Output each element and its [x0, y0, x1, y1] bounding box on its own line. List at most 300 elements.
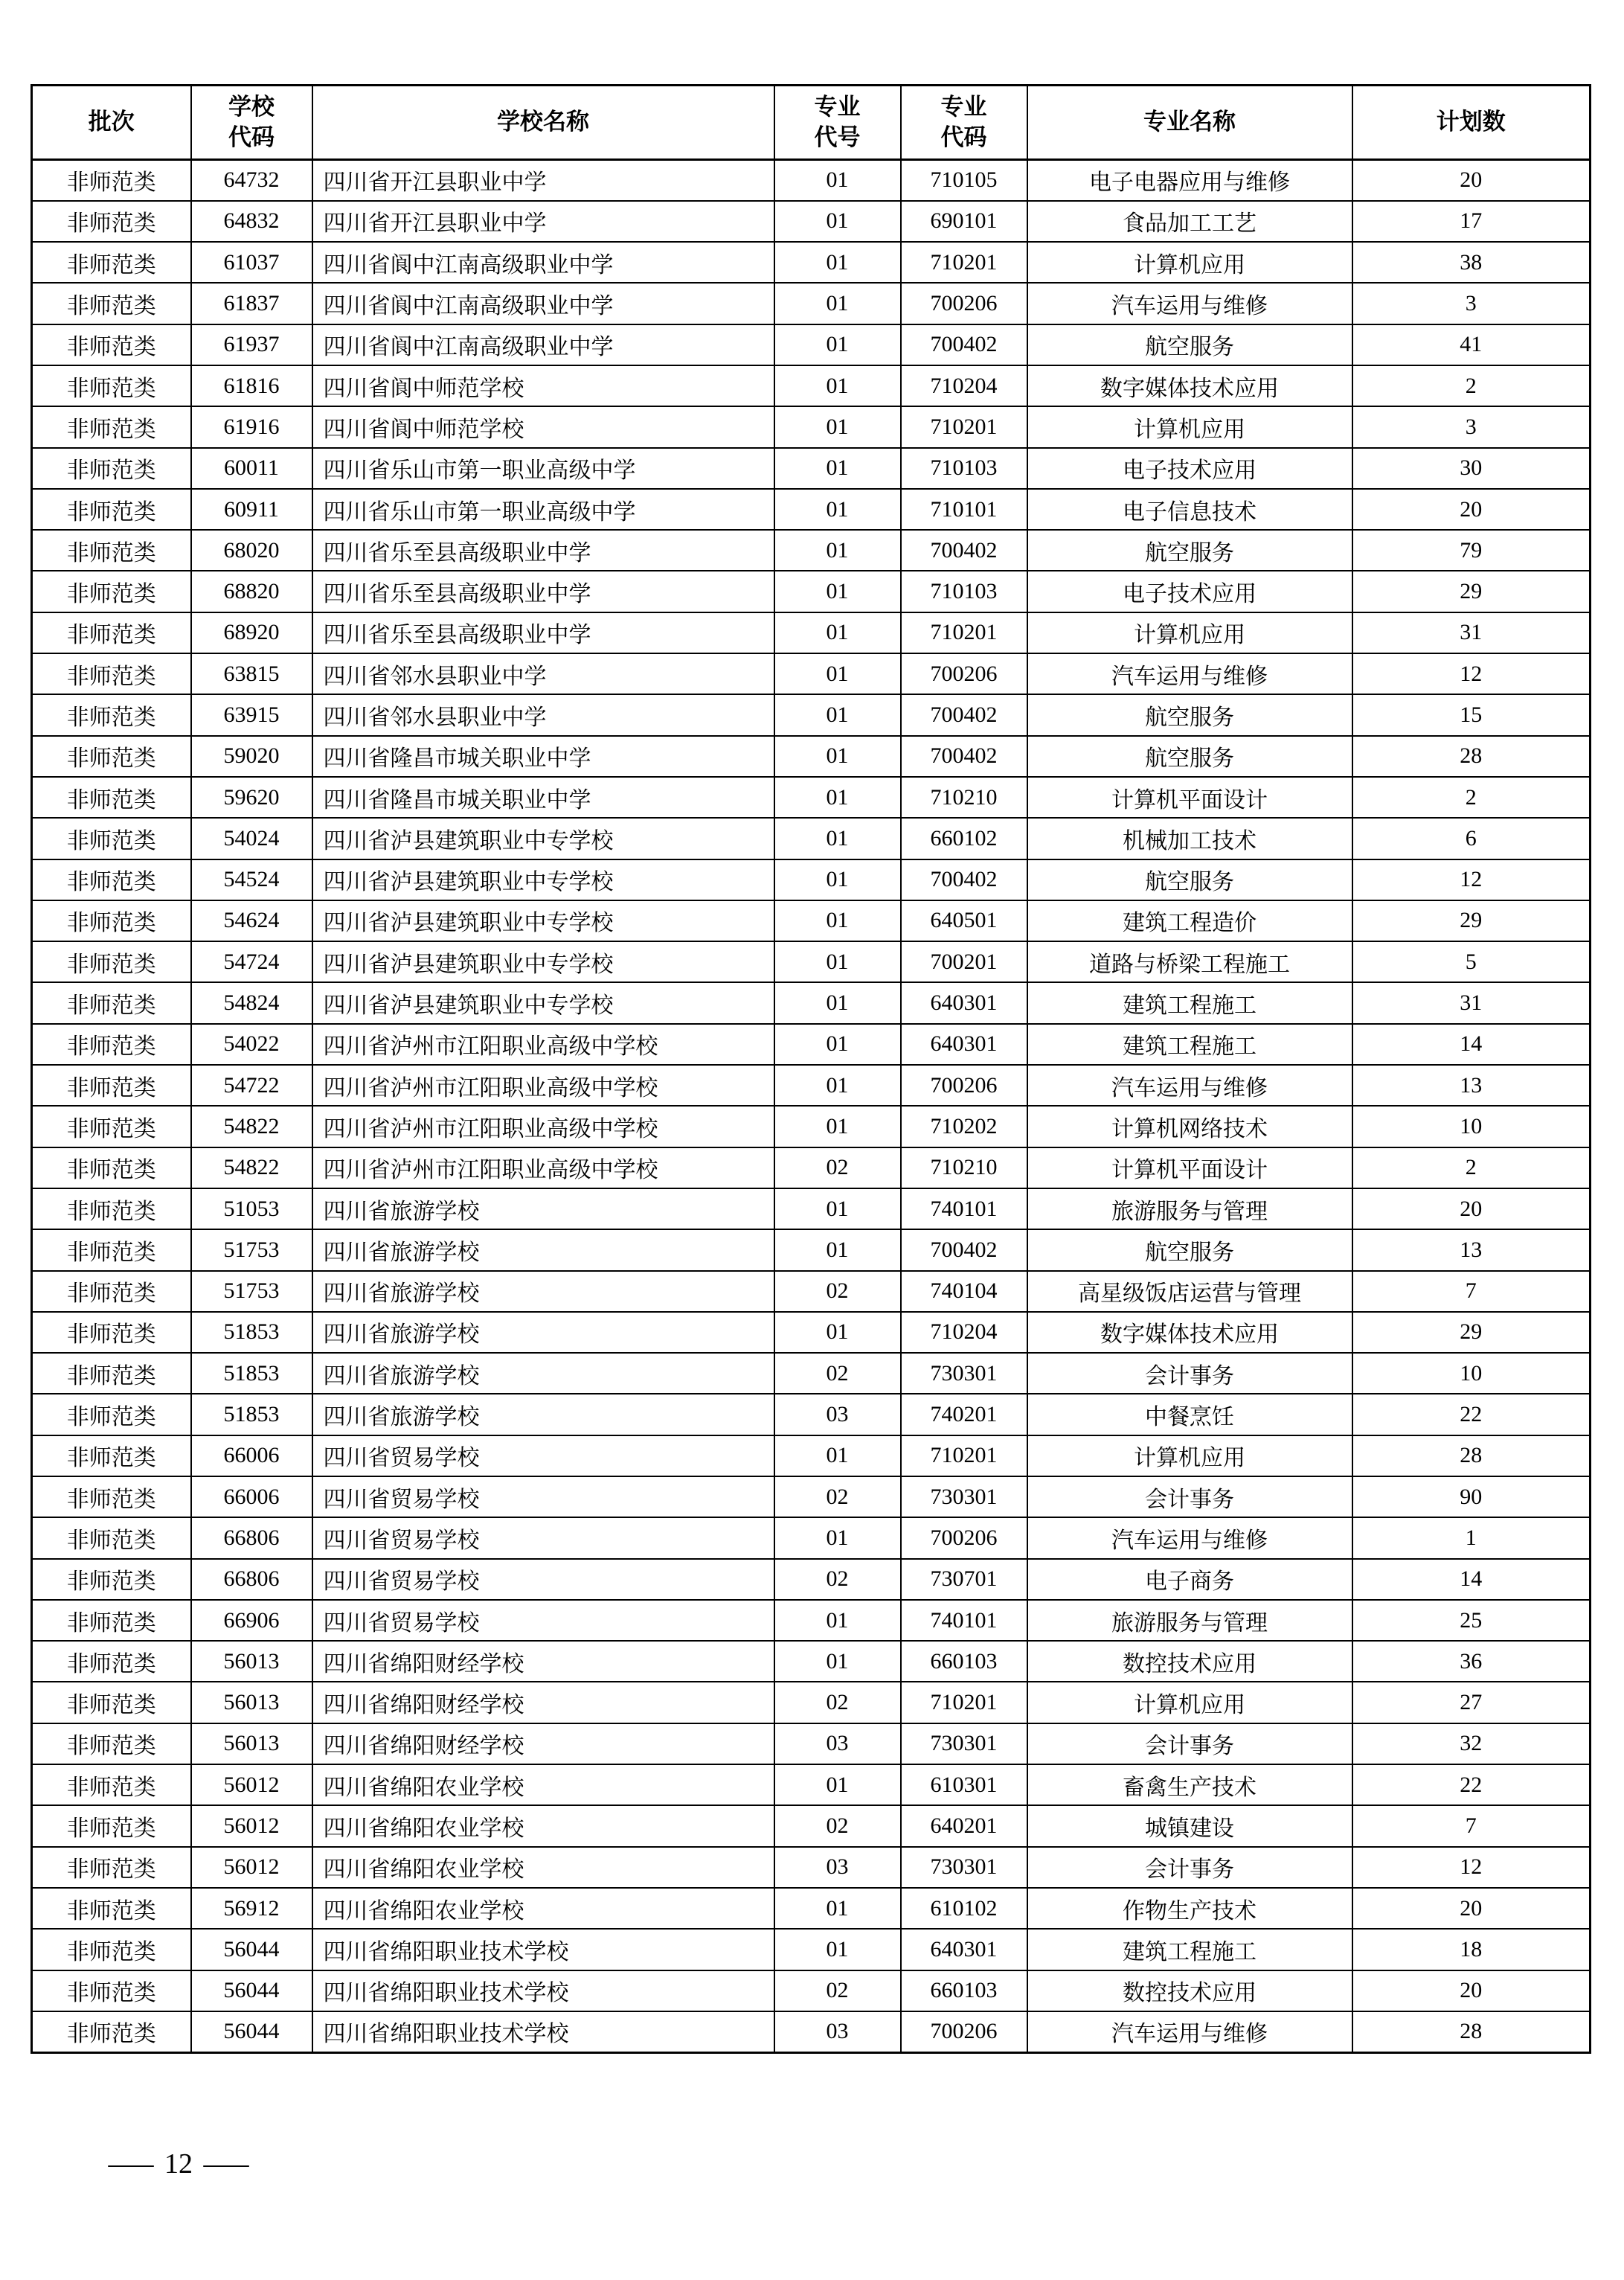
- batch-cell: 非师范类: [32, 1805, 191, 1846]
- major-name-cell: 汽车运用与维修: [1027, 1517, 1352, 1558]
- major-code-cell: 710201: [901, 406, 1027, 447]
- major-code-cell: 700402: [901, 530, 1027, 571]
- school-code-cell: 51853: [191, 1394, 312, 1435]
- major-name-cell: 电子技术应用: [1027, 448, 1352, 489]
- major-name-cell: 电子技术应用: [1027, 571, 1352, 612]
- batch-cell: 非师范类: [32, 1147, 191, 1188]
- major-name-cell: 汽车运用与维修: [1027, 283, 1352, 324]
- plan-count-cell: 20: [1352, 1888, 1591, 1929]
- major-code-cell: 740201: [901, 1394, 1027, 1435]
- school-name-cell: 四川省泸县建筑职业中专学校: [312, 941, 774, 982]
- school-code-cell: 68820: [191, 571, 312, 612]
- table-row: [32, 1353, 1591, 1394]
- major-code-cell: 710103: [901, 448, 1027, 489]
- column-header-major-code: [901, 86, 1027, 160]
- table-row: [32, 1682, 1591, 1723]
- major-name-cell: 作物生产技术: [1027, 1888, 1352, 1929]
- batch-cell: 非师范类: [32, 283, 191, 324]
- batch-cell: 非师范类: [32, 1229, 191, 1270]
- table-header: [32, 86, 1591, 160]
- school-name-cell: 四川省乐至县高级职业中学: [312, 612, 774, 653]
- major-number-cell: 01: [774, 777, 901, 818]
- header-label: 专业: [814, 94, 861, 121]
- school-code-cell: 66006: [191, 1476, 312, 1517]
- major-name-cell: 数控技术应用: [1027, 1641, 1352, 1682]
- plan-count-cell: 22: [1352, 1394, 1591, 1435]
- major-code-cell: 710201: [901, 242, 1027, 283]
- major-number-cell: 01: [774, 1106, 901, 1147]
- table-row: [32, 160, 1591, 201]
- table-row: [32, 1394, 1591, 1435]
- major-code-cell: 700402: [901, 1229, 1027, 1270]
- major-code-cell: 710201: [901, 612, 1027, 653]
- school-code-cell: 51853: [191, 1353, 312, 1394]
- school-name-cell: 四川省绵阳农业学校: [312, 1805, 774, 1846]
- major-code-cell: 740104: [901, 1271, 1027, 1312]
- plan-count-cell: 13: [1352, 1065, 1591, 1106]
- school-name-cell: 四川省贸易学校: [312, 1559, 774, 1600]
- plan-count-cell: 15: [1352, 694, 1591, 735]
- footer-right-dash: —: [203, 2148, 249, 2180]
- table-row: [32, 1888, 1591, 1929]
- plan-count-cell: 10: [1352, 1106, 1591, 1147]
- major-number-cell: 01: [774, 530, 901, 571]
- plan-count-cell: 32: [1352, 1723, 1591, 1764]
- table-row: [32, 1229, 1591, 1270]
- major-name-cell: 汽车运用与维修: [1027, 1065, 1352, 1106]
- plan-count-cell: 3: [1352, 406, 1591, 447]
- table-row: [32, 1641, 1591, 1682]
- major-code-cell: 710105: [901, 160, 1027, 201]
- major-name-cell: 建筑工程施工: [1027, 1024, 1352, 1065]
- batch-cell: 非师范类: [32, 1559, 191, 1600]
- major-number-cell: 02: [774, 1682, 901, 1723]
- header-label: 专业名称: [1143, 109, 1236, 135]
- major-name-cell: 航空服务: [1027, 859, 1352, 900]
- major-number-cell: 03: [774, 2011, 901, 2052]
- table-row: [32, 1723, 1591, 1764]
- major-number-cell: 01: [774, 489, 901, 530]
- school-code-cell: 51853: [191, 1312, 312, 1353]
- major-name-cell: 计算机平面设计: [1027, 777, 1352, 818]
- major-number-cell: 01: [774, 283, 901, 324]
- school-name-cell: 四川省旅游学校: [312, 1312, 774, 1353]
- school-code-cell: 68920: [191, 612, 312, 653]
- school-name-cell: 四川省绵阳农业学校: [312, 1764, 774, 1805]
- plan-count-cell: 20: [1352, 1970, 1591, 2011]
- plan-count-cell: 29: [1352, 900, 1591, 941]
- major-name-cell: 畜禽生产技术: [1027, 1764, 1352, 1805]
- major-name-cell: 建筑工程施工: [1027, 982, 1352, 1023]
- table-row: [32, 1147, 1591, 1188]
- school-code-cell: 56013: [191, 1723, 312, 1764]
- batch-cell: 非师范类: [32, 201, 191, 242]
- major-name-cell: 旅游服务与管理: [1027, 1188, 1352, 1229]
- major-code-cell: 730301: [901, 1353, 1027, 1394]
- major-number-cell: 01: [774, 900, 901, 941]
- school-code-cell: 61937: [191, 324, 312, 365]
- major-number-cell: 01: [774, 1435, 901, 1476]
- batch-cell: 非师范类: [32, 571, 191, 612]
- school-name-cell: 四川省贸易学校: [312, 1600, 774, 1641]
- table-row: [32, 694, 1591, 735]
- school-name-cell: 四川省阆中江南高级职业中学: [312, 242, 774, 283]
- plan-count-cell: 2: [1352, 1147, 1591, 1188]
- major-number-cell: 02: [774, 1353, 901, 1394]
- major-name-cell: 会计事务: [1027, 1476, 1352, 1517]
- school-name-cell: 四川省开江县职业中学: [312, 201, 774, 242]
- table-row: [32, 1106, 1591, 1147]
- school-name-cell: 四川省泸县建筑职业中专学校: [312, 818, 774, 859]
- school-code-cell: 61816: [191, 365, 312, 406]
- plan-count-cell: 12: [1352, 1847, 1591, 1888]
- major-number-cell: 03: [774, 1847, 901, 1888]
- plan-count-cell: 28: [1352, 736, 1591, 777]
- plan-count-cell: 31: [1352, 612, 1591, 653]
- column-header-plan-count: [1352, 86, 1591, 160]
- school-name-cell: 四川省乐至县高级职业中学: [312, 530, 774, 571]
- major-number-cell: 01: [774, 1888, 901, 1929]
- table-row: [32, 1764, 1591, 1805]
- major-code-cell: 660102: [901, 818, 1027, 859]
- major-number-cell: 01: [774, 1312, 901, 1353]
- batch-cell: 非师范类: [32, 612, 191, 653]
- table-row: [32, 777, 1591, 818]
- table-row: [32, 653, 1591, 694]
- major-name-cell: 数控技术应用: [1027, 1970, 1352, 2011]
- batch-cell: 非师范类: [32, 1641, 191, 1682]
- major-code-cell: 610301: [901, 1764, 1027, 1805]
- major-code-cell: 700402: [901, 324, 1027, 365]
- school-name-cell: 四川省阆中师范学校: [312, 365, 774, 406]
- table-row: [32, 1188, 1591, 1229]
- plan-count-cell: 28: [1352, 2011, 1591, 2052]
- batch-cell: 非师范类: [32, 1188, 191, 1229]
- batch-cell: 非师范类: [32, 982, 191, 1023]
- school-name-cell: 四川省邻水县职业中学: [312, 653, 774, 694]
- batch-cell: 非师范类: [32, 1600, 191, 1641]
- batch-cell: 非师范类: [32, 1312, 191, 1353]
- header-label: 批次: [88, 109, 135, 135]
- major-number-cell: 01: [774, 160, 901, 201]
- plan-count-cell: 5: [1352, 941, 1591, 982]
- batch-cell: 非师范类: [32, 941, 191, 982]
- major-code-cell: 740101: [901, 1600, 1027, 1641]
- major-name-cell: 电子商务: [1027, 1559, 1352, 1600]
- plan-count-cell: 3: [1352, 283, 1591, 324]
- major-code-cell: 610102: [901, 1888, 1027, 1929]
- major-number-cell: 01: [774, 1764, 901, 1805]
- major-code-cell: 710101: [901, 489, 1027, 530]
- plan-count-cell: 10: [1352, 1353, 1591, 1394]
- major-name-cell: 数字媒体技术应用: [1027, 365, 1352, 406]
- school-code-cell: 66806: [191, 1559, 312, 1600]
- major-number-cell: 01: [774, 201, 901, 242]
- school-name-cell: 四川省泸州市江阳职业高级中学校: [312, 1065, 774, 1106]
- major-code-cell: 640201: [901, 1805, 1027, 1846]
- school-name-cell: 四川省泸县建筑职业中专学校: [312, 859, 774, 900]
- major-number-cell: 01: [774, 1229, 901, 1270]
- batch-cell: 非师范类: [32, 448, 191, 489]
- batch-cell: 非师范类: [32, 160, 191, 201]
- major-name-cell: 电子电器应用与维修: [1027, 160, 1352, 201]
- table-row: [32, 489, 1591, 530]
- major-name-cell: 航空服务: [1027, 324, 1352, 365]
- table-row: [32, 1065, 1591, 1106]
- school-code-cell: 56012: [191, 1847, 312, 1888]
- major-number-cell: 01: [774, 1065, 901, 1106]
- major-name-cell: 航空服务: [1027, 530, 1352, 571]
- batch-cell: 非师范类: [32, 777, 191, 818]
- batch-cell: 非师范类: [32, 1106, 191, 1147]
- plan-count-cell: 14: [1352, 1559, 1591, 1600]
- batch-cell: 非师范类: [32, 1517, 191, 1558]
- plan-count-cell: 20: [1352, 160, 1591, 201]
- school-code-cell: 54822: [191, 1106, 312, 1147]
- major-number-cell: 02: [774, 1559, 901, 1600]
- school-code-cell: 63915: [191, 694, 312, 735]
- batch-cell: 非师范类: [32, 1682, 191, 1723]
- header-label: 专业: [940, 94, 987, 121]
- major-name-cell: 计算机应用: [1027, 1682, 1352, 1723]
- major-number-cell: 01: [774, 941, 901, 982]
- school-name-cell: 四川省绵阳财经学校: [312, 1723, 774, 1764]
- plan-count-cell: 2: [1352, 777, 1591, 818]
- major-name-cell: 计算机网络技术: [1027, 1106, 1352, 1147]
- school-name-cell: 四川省乐山市第一职业高级中学: [312, 489, 774, 530]
- batch-cell: 非师范类: [32, 859, 191, 900]
- plan-count-cell: 14: [1352, 1024, 1591, 1065]
- batch-cell: 非师范类: [32, 1394, 191, 1435]
- table-row: [32, 859, 1591, 900]
- major-code-cell: 730301: [901, 1476, 1027, 1517]
- table-row: [32, 324, 1591, 365]
- school-name-cell: 四川省隆昌市城关职业中学: [312, 777, 774, 818]
- major-number-cell: 01: [774, 242, 901, 283]
- table-row: [32, 448, 1591, 489]
- batch-cell: 非师范类: [32, 1888, 191, 1929]
- batch-cell: 非师范类: [32, 365, 191, 406]
- table-row: [32, 1559, 1591, 1600]
- batch-cell: 非师范类: [32, 736, 191, 777]
- school-code-cell: 56044: [191, 2011, 312, 2052]
- major-code-cell: 700201: [901, 941, 1027, 982]
- school-name-cell: 四川省开江县职业中学: [312, 160, 774, 201]
- school-name-cell: 四川省绵阳职业技术学校: [312, 1970, 774, 2011]
- school-code-cell: 56044: [191, 1970, 312, 2011]
- table-row: [32, 818, 1591, 859]
- school-name-cell: 四川省隆昌市城关职业中学: [312, 736, 774, 777]
- header-label: 代码: [228, 124, 275, 150]
- header-label: 代码: [940, 124, 987, 150]
- table-row: [32, 2011, 1591, 2052]
- plan-count-cell: 30: [1352, 448, 1591, 489]
- batch-cell: 非师范类: [32, 1929, 191, 1970]
- school-name-cell: 四川省泸县建筑职业中专学校: [312, 900, 774, 941]
- major-name-cell: 城镇建设: [1027, 1805, 1352, 1846]
- plan-count-cell: 31: [1352, 982, 1591, 1023]
- major-name-cell: 航空服务: [1027, 736, 1352, 777]
- school-name-cell: 四川省旅游学校: [312, 1229, 774, 1270]
- school-code-cell: 54822: [191, 1147, 312, 1188]
- batch-cell: 非师范类: [32, 2011, 191, 2052]
- major-number-cell: 01: [774, 365, 901, 406]
- table-row: [32, 1929, 1591, 1970]
- header-label: 计划数: [1436, 109, 1506, 135]
- table-row: [32, 283, 1591, 324]
- plan-count-cell: 20: [1352, 489, 1591, 530]
- major-number-cell: 01: [774, 982, 901, 1023]
- major-number-cell: 01: [774, 406, 901, 447]
- school-code-cell: 66806: [191, 1517, 312, 1558]
- major-code-cell: 640301: [901, 1929, 1027, 1970]
- school-code-cell: 56013: [191, 1641, 312, 1682]
- school-code-cell: 54824: [191, 982, 312, 1023]
- major-code-cell: 710202: [901, 1106, 1027, 1147]
- major-name-cell: 汽车运用与维修: [1027, 653, 1352, 694]
- column-header-batch: [32, 86, 191, 160]
- school-code-cell: 54624: [191, 900, 312, 941]
- table-row: [32, 612, 1591, 653]
- table-row: [32, 406, 1591, 447]
- school-code-cell: 68020: [191, 530, 312, 571]
- school-code-cell: 64732: [191, 160, 312, 201]
- school-name-cell: 四川省泸州市江阳职业高级中学校: [312, 1106, 774, 1147]
- plan-count-cell: 29: [1352, 1312, 1591, 1353]
- major-code-cell: 700206: [901, 653, 1027, 694]
- major-code-cell: 700206: [901, 2011, 1027, 2052]
- plan-count-cell: 12: [1352, 859, 1591, 900]
- major-number-cell: 01: [774, 1024, 901, 1065]
- major-name-cell: 数字媒体技术应用: [1027, 1312, 1352, 1353]
- school-name-cell: 四川省绵阳职业技术学校: [312, 2011, 774, 2052]
- plan-count-cell: 20: [1352, 1188, 1591, 1229]
- school-name-cell: 四川省绵阳财经学校: [312, 1641, 774, 1682]
- major-name-cell: 航空服务: [1027, 694, 1352, 735]
- major-number-cell: 02: [774, 1970, 901, 2011]
- table-row: [32, 900, 1591, 941]
- plan-count-cell: 25: [1352, 1600, 1591, 1641]
- major-code-cell: 640501: [901, 900, 1027, 941]
- school-name-cell: 四川省阆中江南高级职业中学: [312, 324, 774, 365]
- major-number-cell: 03: [774, 1394, 901, 1435]
- school-code-cell: 54024: [191, 818, 312, 859]
- major-number-cell: 01: [774, 612, 901, 653]
- school-code-cell: 66006: [191, 1435, 312, 1476]
- school-code-cell: 51753: [191, 1271, 312, 1312]
- column-header-major-name: [1027, 86, 1352, 160]
- major-name-cell: 计算机平面设计: [1027, 1147, 1352, 1188]
- table-row: [32, 1271, 1591, 1312]
- plan-count-cell: 36: [1352, 1641, 1591, 1682]
- plan-count-cell: 29: [1352, 571, 1591, 612]
- major-number-cell: 01: [774, 324, 901, 365]
- major-name-cell: 建筑工程施工: [1027, 1929, 1352, 1970]
- major-code-cell: 700206: [901, 283, 1027, 324]
- batch-cell: 非师范类: [32, 1764, 191, 1805]
- major-name-cell: 机械加工技术: [1027, 818, 1352, 859]
- page-number: 12: [164, 2148, 193, 2180]
- plan-count-cell: 17: [1352, 201, 1591, 242]
- major-name-cell: 计算机应用: [1027, 612, 1352, 653]
- column-header-school-code: [191, 86, 312, 160]
- school-code-cell: 59620: [191, 777, 312, 818]
- batch-cell: 非师范类: [32, 406, 191, 447]
- major-name-cell: 旅游服务与管理: [1027, 1600, 1352, 1641]
- major-name-cell: 航空服务: [1027, 1229, 1352, 1270]
- major-number-cell: 02: [774, 1271, 901, 1312]
- major-code-cell: 710201: [901, 1682, 1027, 1723]
- batch-cell: 非师范类: [32, 694, 191, 735]
- school-name-cell: 四川省泸州市江阳职业高级中学校: [312, 1024, 774, 1065]
- table-row: [32, 941, 1591, 982]
- plan-count-cell: 13: [1352, 1229, 1591, 1270]
- major-code-cell: 710210: [901, 777, 1027, 818]
- school-code-cell: 54524: [191, 859, 312, 900]
- school-name-cell: 四川省泸县建筑职业中专学校: [312, 982, 774, 1023]
- school-code-cell: 64832: [191, 201, 312, 242]
- school-name-cell: 四川省邻水县职业中学: [312, 694, 774, 735]
- school-code-cell: 66906: [191, 1600, 312, 1641]
- school-code-cell: 51753: [191, 1229, 312, 1270]
- school-name-cell: 四川省绵阳职业技术学校: [312, 1929, 774, 1970]
- major-code-cell: 730301: [901, 1723, 1027, 1764]
- batch-cell: 非师范类: [32, 530, 191, 571]
- batch-cell: 非师范类: [32, 242, 191, 283]
- major-number-cell: 01: [774, 1641, 901, 1682]
- school-name-cell: 四川省绵阳财经学校: [312, 1682, 774, 1723]
- school-name-cell: 四川省阆中师范学校: [312, 406, 774, 447]
- table-row: [32, 1476, 1591, 1517]
- major-name-cell: 计算机应用: [1027, 242, 1352, 283]
- plan-count-cell: 7: [1352, 1805, 1591, 1846]
- major-code-cell: 700402: [901, 736, 1027, 777]
- table-row: [32, 1600, 1591, 1641]
- school-code-cell: 63815: [191, 653, 312, 694]
- school-name-cell: 四川省绵阳农业学校: [312, 1847, 774, 1888]
- header-label: 学校名称: [497, 109, 589, 135]
- school-code-cell: 54724: [191, 941, 312, 982]
- school-name-cell: 四川省旅游学校: [312, 1188, 774, 1229]
- table-row: [32, 571, 1591, 612]
- plan-count-cell: 90: [1352, 1476, 1591, 1517]
- table-row: [32, 201, 1591, 242]
- batch-cell: 非师范类: [32, 1435, 191, 1476]
- batch-cell: 非师范类: [32, 818, 191, 859]
- school-name-cell: 四川省旅游学校: [312, 1394, 774, 1435]
- batch-cell: 非师范类: [32, 489, 191, 530]
- header-label: 学校: [228, 94, 275, 121]
- batch-cell: 非师范类: [32, 1970, 191, 2011]
- major-name-cell: 计算机应用: [1027, 1435, 1352, 1476]
- batch-cell: 非师范类: [32, 1476, 191, 1517]
- school-code-cell: 56044: [191, 1929, 312, 1970]
- major-code-cell: 710210: [901, 1147, 1027, 1188]
- school-name-cell: 四川省乐至县高级职业中学: [312, 571, 774, 612]
- plan-count-cell: 6: [1352, 818, 1591, 859]
- page-footer: [108, 2148, 249, 2180]
- batch-cell: 非师范类: [32, 1723, 191, 1764]
- major-number-cell: 01: [774, 1188, 901, 1229]
- school-name-cell: 四川省贸易学校: [312, 1517, 774, 1558]
- school-code-cell: 56013: [191, 1682, 312, 1723]
- column-header-school-name: [312, 86, 774, 160]
- school-name-cell: 四川省泸州市江阳职业高级中学校: [312, 1147, 774, 1188]
- major-name-cell: 会计事务: [1027, 1353, 1352, 1394]
- major-code-cell: 710204: [901, 365, 1027, 406]
- school-code-cell: 61837: [191, 283, 312, 324]
- table-row: [32, 1024, 1591, 1065]
